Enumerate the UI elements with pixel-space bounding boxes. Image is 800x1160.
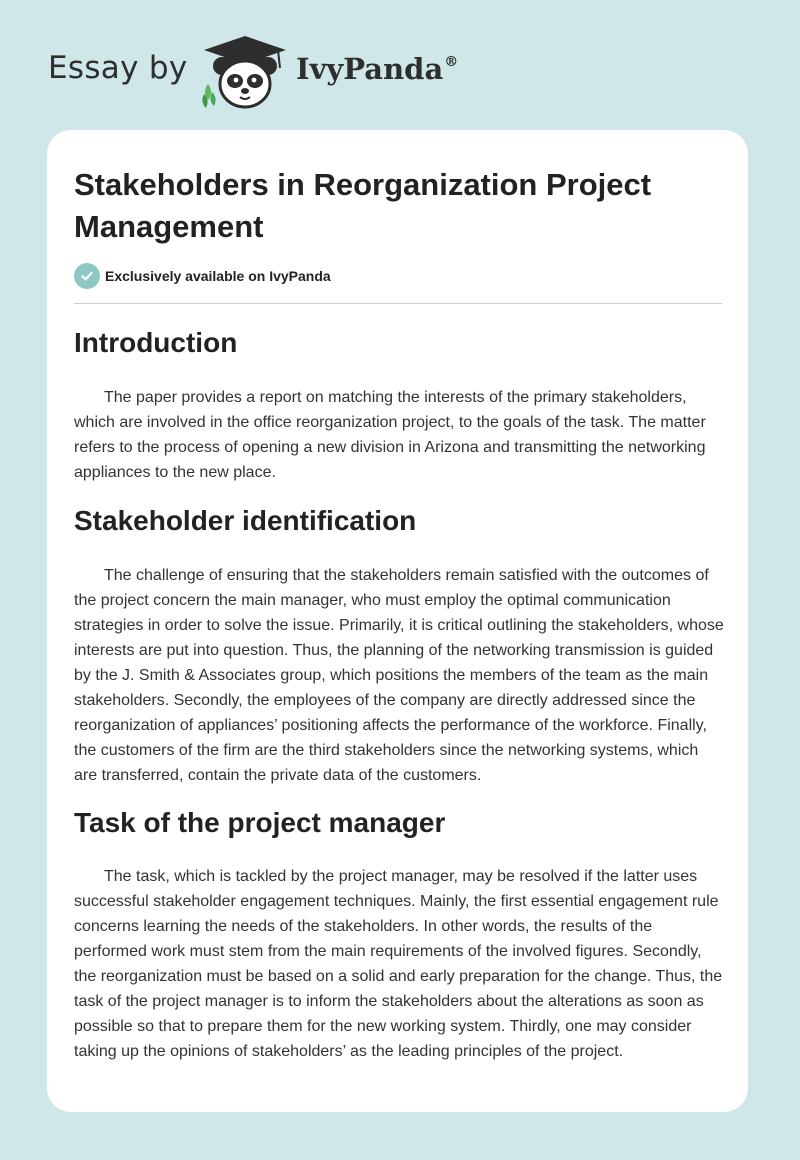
section-heading: Introduction [74, 327, 238, 358]
section-paragraph: The task, which is tackled by the project manager, may be resolved if the latter uses successful stakeholder engagement techniques. Mainly, the first essential engagement rule concerns learning the needs of the stakeholders. In other words, the results of the performed work must stem from the main requirements of the involved figures. Secondly, the reorganization must be based on a solid and early preparation for the change. Thus, the task of the project manager is to inform the stakeholders about the alterations as soon as possible so that to prepare them for the new working system. Thirdly, one may consider taking up the opinions of stakeholders’ as the leading principles of the project. [74, 868, 723, 1060]
section-paragraph: The paper provides a report on matching the interests of the primary stakeholders, which are involved in the office reorganization project, to the goals of the task. The matter refers to the process of opening a new division in Arizona and transmitting the networking appliances to the new place. [74, 389, 706, 481]
checkmark-icon [74, 263, 100, 289]
title-divider [74, 303, 722, 304]
essay-card [47, 130, 748, 1112]
site-header [0, 0, 800, 128]
section-heading: Task of the project manager [74, 807, 446, 838]
registered-mark: ® [444, 54, 459, 70]
section-paragraph: The challenge of ensuring that the stakeholders remain satisfied with the outcomes of the project concern the main manager, who must employ the optimal communication strategies in order to solve the issue. Primarily, it is critical outlining the stakeholders, whose interests are put into question. Thus, the planning of the networking transmission is guided by the J. Smith & Associates group, which positions the members of the team as the main stakeholders. Secondly, the employees of the company are directly addressed since the reorganization of appliances’ positioning affects the performance of the workforce. Finally, the customers of the firm are the third stakeholders since the networking systems, which are transferred, contain the private data of the customers. [74, 567, 724, 784]
essay-by-label: Essay by [48, 50, 188, 86]
essay-title: Stakeholders in Reorganization Project Management [74, 167, 652, 244]
exclusive-label: Exclusively available on IvyPanda [105, 268, 331, 284]
section-heading: Stakeholder identification [74, 505, 417, 536]
brand-name-text: IvyPanda [296, 52, 444, 86]
exclusive-badge [74, 263, 331, 289]
ivypanda-logo-icon[interactable] [200, 34, 290, 110]
ivypanda-wordmark[interactable] [296, 52, 458, 86]
